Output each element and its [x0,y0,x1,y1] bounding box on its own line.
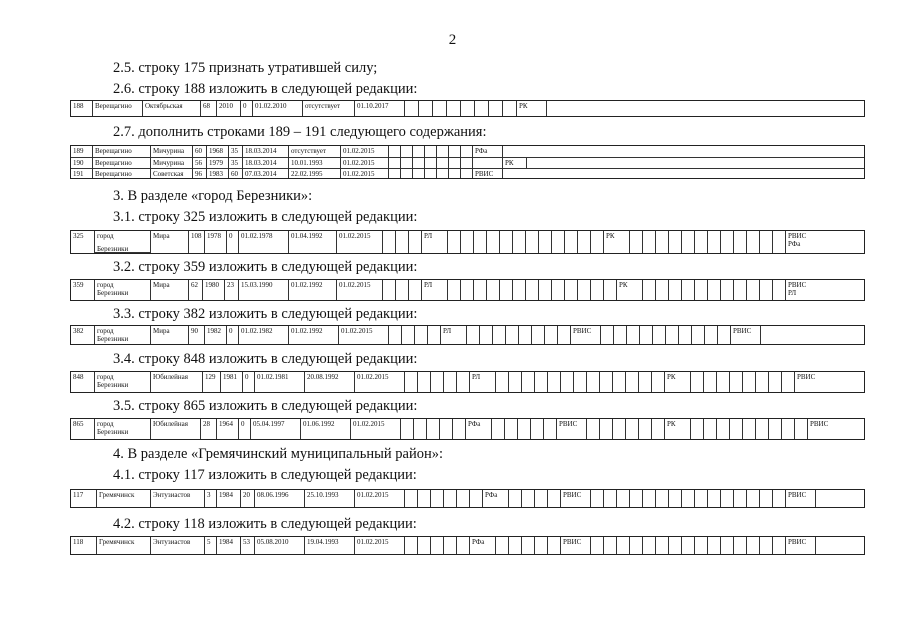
cell-mark1: РФа [483,490,509,507]
table-row-190 [71,157,864,168]
cell-value: 0 [241,101,253,116]
cell-house: 60 [193,146,207,157]
cell-mark3b: РЛ [788,289,797,297]
cell-date2: 01.02.1992 [289,280,337,300]
clause-2-6: 2.6. строку 188 изложить в следующей редакции: [113,81,418,97]
cell-year: 1982 [205,326,227,344]
cell-date3: 01.02.2015 [339,326,389,344]
cell-city: Гремячинск [97,490,151,507]
cell-city-line1: город [97,373,114,381]
cell-date1: 01.02.1978 [239,231,289,253]
cell-date3: 01.02.2015 [355,372,405,392]
cell-house: 62 [189,280,203,300]
cell-mark2: РВИС [561,537,591,554]
cell-date2: 22.02.1995 [289,169,341,178]
cell-value: 0 [239,419,251,439]
cell-date2: 19.04.1993 [305,537,355,554]
cell-date3: 01.02.2015 [337,231,383,253]
cell-num: 848 [71,372,95,392]
cell-mark2: РВИС [571,326,601,344]
cell-num: 188 [71,101,93,116]
cell-year: 1981 [221,372,243,392]
cell-house: 56 [193,158,207,168]
cell-year: 2010 [217,101,241,116]
cell-date1: 18.03.2014 [243,158,289,168]
cell-date3: 01.02.2015 [341,158,389,168]
cell-mark1: РЛ [422,231,448,253]
cell-num: 117 [71,490,97,507]
cell-house: 28 [201,419,217,439]
cell-num: 865 [71,419,95,439]
clause-2-7: 2.7. дополнить строками 189 – 191 следующего содержания: [113,124,487,140]
cell-date2: 25.10.1993 [305,490,355,507]
cell-year: 1983 [207,169,229,178]
cell-mark2: РК [665,372,691,392]
cell-house: 96 [193,169,207,178]
cell-city-line1: город [97,420,114,428]
cell-house: 108 [189,231,205,253]
cell-mark1: РВИС [473,169,503,178]
clause-4-1: 4.1. строку 117 изложить в следующей редакции: [113,467,417,483]
cell-street: Энтузиастов [151,490,205,507]
clause-2-5: 2.5. строку 175 признать утратившей силу; [113,60,378,76]
cell-street: Энтузиастов [151,537,205,554]
cell-mark3: РВИС [786,537,816,554]
cell-city-line1: город [97,281,114,289]
cell-year: 1968 [207,146,229,157]
cell-house: 3 [205,490,217,507]
cell-date2: 20.08.1992 [305,372,355,392]
page-number: 2 [448,32,457,48]
clause-3-2: 3.2. строку 359 изложить в следующей редакции: [113,259,418,275]
cell-value: 20 [241,490,255,507]
table-row-865 [70,418,865,440]
clause-3-1: 3.1. строку 325 изложить в следующей редакции: [113,209,418,225]
cell-date1: 18.03.2014 [243,146,289,157]
cell-mark1: РЛ [441,326,467,344]
cell-street: Юбилейная [151,419,201,439]
cell-city-line2: Березники [97,381,129,389]
cell-mark3: РВИС [731,326,761,344]
cell-street: Юбилейная [151,372,203,392]
cell-value: 23 [225,280,239,300]
cell-date3: 01.02.2015 [341,169,389,178]
cell-mark3a: РВИС [788,281,807,289]
cell-street: Мира [151,326,189,344]
cell-city [95,419,151,439]
cell-year: 1984 [217,490,241,507]
cell-house: 68 [201,101,217,116]
cell-date3: 01.02.2015 [337,280,383,300]
cell-value: 53 [241,537,255,554]
cell-city: Верещагино [93,158,151,168]
cell-mark1: РЛ [470,372,496,392]
cell-city-line2: Березники [97,289,129,297]
clause-3-4: 3.4. строку 848 изложить в следующей редакции: [113,351,418,367]
table-row-191 [71,168,864,178]
cell-num: 325 [71,231,95,253]
cell-street: Мира [151,231,189,253]
cell-date2: 10.01.1993 [289,158,341,168]
cell-date2: 01.02.1992 [289,326,339,344]
cell-mark4: РВИС [810,420,829,428]
cell-street: Мичурина [151,158,193,168]
table-row-848 [70,371,865,393]
table-row-189 [71,146,864,157]
cell-date1: 15.03.1990 [239,280,289,300]
cell-year: 1978 [205,231,227,253]
cell-city-line2: Березники [97,245,129,253]
cell-city [95,231,151,253]
table-row-188 [70,100,865,117]
cell-value: 35 [229,146,243,157]
cell-mark2: РК [604,231,630,253]
cell-city: Верещагино [93,146,151,157]
cell-street: Октябрьская [143,101,201,116]
cell-house: 90 [189,326,205,344]
cell-mark3: РВИС [786,490,816,507]
cell-mark3b: РФа [788,240,801,248]
cell-city [95,326,151,344]
cell-mark2: РК [617,280,643,300]
cell-mark1: РФа [466,419,492,439]
table-row-325 [70,230,865,254]
cell-value: 0 [243,372,255,392]
clause-4-2: 4.2. строку 118 изложить в следующей редакции: [113,516,417,532]
cell-street: Советская [151,169,193,178]
table-row-382 [70,325,865,345]
cell-year: 1980 [203,280,225,300]
cell-date1: 08.06.1996 [255,490,305,507]
cell-num: 191 [71,169,93,178]
cell-value: 35 [229,158,243,168]
cell-value: 60 [229,169,243,178]
cell-mark1: РК [503,158,527,168]
cell-year: 1964 [217,419,239,439]
clause-3-5: 3.5. строку 865 изложить в следующей редакции: [113,398,418,414]
cell-year: 1979 [207,158,229,168]
cell-num: 190 [71,158,93,168]
cell-city-line1: город [97,232,114,240]
cell-mark1: РЛ [422,280,448,300]
cell-mark1: РФа [473,146,503,157]
cell-date2: 01.04.1992 [289,231,337,253]
cell-mark1: РФа [470,537,496,554]
cell-date2: 01.06.1992 [301,419,351,439]
table-row-118 [70,536,865,555]
cell-num: 189 [71,146,93,157]
cell-date3: 01.02.2015 [341,146,389,157]
cell-house: 5 [205,537,217,554]
cell-mark3: РВИС [797,373,816,381]
cell-year: 1984 [217,537,241,554]
table-row-359 [70,279,865,301]
cell-date3: 01.10.2017 [355,101,405,116]
cell-num: 118 [71,537,97,554]
cell-date2: отсутствует [289,146,341,157]
section-4: 4. В разделе «Гремячинский муниципальный район»: [113,446,444,462]
cell-value: 0 [227,231,239,253]
cell-city: Гремячинск [97,537,151,554]
cell-date1: 01.02.1981 [255,372,305,392]
cell-street: Мичурина [151,146,193,157]
cell-date1: 01.02.1982 [239,326,289,344]
cell-city-line2: Березники [97,428,129,436]
cell-value: 0 [227,326,239,344]
cell-num: 382 [71,326,95,344]
cell-num: 359 [71,280,95,300]
cell-date3: 01.02.2015 [355,490,405,507]
cell-city-line2: Березники [97,335,129,343]
cell-city [95,372,151,392]
cell-street: Мира [151,280,189,300]
cell-mark3: РК [665,419,691,439]
cell-house: 129 [203,372,221,392]
cell-city: Верещагино [93,101,143,116]
clause-3-3: 3.3. строку 382 изложить в следующей редакции: [113,306,418,322]
cell-date2: отсутствует [303,101,355,116]
cell-city: Верещагино [93,169,151,178]
cell-city [95,280,151,300]
section-3: 3. В разделе «город Березники»: [113,188,313,204]
table-row-117 [70,489,865,508]
cell-date1: 01.02.2010 [253,101,303,116]
cell-mark2: РВИС [557,419,587,439]
table-rows-189-191 [70,145,865,179]
cell-date1: 05.08.2010 [255,537,305,554]
cell-mark1: РК [517,101,547,116]
cell-date3: 01.02.2015 [351,419,401,439]
cell-mark2: РВИС [561,490,591,507]
cell-mark3a: РВИС [788,232,807,240]
cell-date1: 05.04.1997 [251,419,301,439]
cell-city-line1: город [97,327,114,335]
cell-date1: 07.03.2014 [243,169,289,178]
cell-date3: 01.02.2015 [355,537,405,554]
